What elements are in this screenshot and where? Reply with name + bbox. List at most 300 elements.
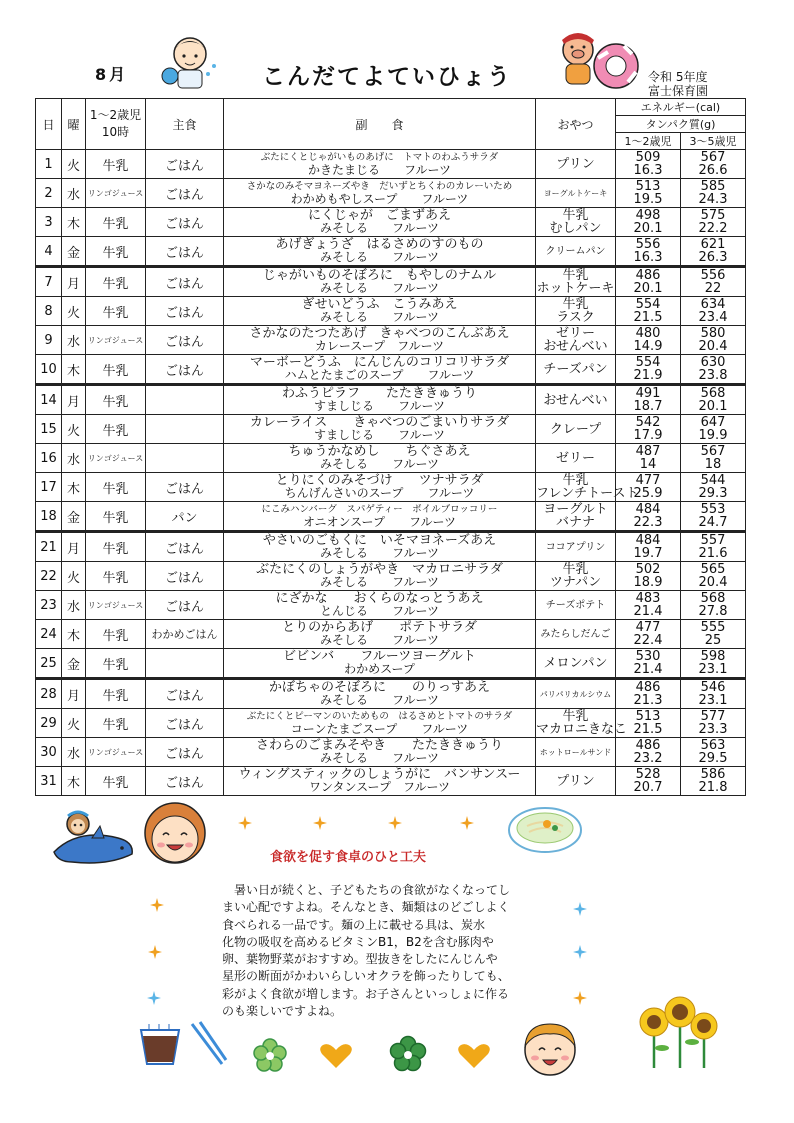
day-cell: 3	[36, 208, 62, 237]
oyatsu-line1: ヨーグルト	[543, 502, 608, 517]
oyatsu-cell	[536, 179, 616, 208]
protein-old: 23.1	[698, 693, 728, 708]
menu-row	[36, 237, 746, 267]
flower-icon	[253, 1038, 287, 1072]
side-dish-line2: みそしる フルーツ	[319, 546, 440, 560]
side-dish-cell	[224, 620, 536, 649]
energy-young: 491	[635, 386, 661, 401]
staple-cell: ごはん	[146, 297, 224, 326]
am-snack-cell: リンゴジュース	[86, 444, 146, 473]
nutrition-young-cell	[616, 415, 681, 444]
oyatsu-line2: おせんべい	[543, 339, 608, 354]
side-dish-line1: とりにくのみそづけ ツナサラダ	[275, 473, 484, 488]
protein-old: 24.3	[698, 192, 728, 207]
day-cell: 23	[36, 591, 62, 620]
nutrition-young-cell	[616, 738, 681, 767]
sparkle-icon	[388, 816, 402, 830]
weekday-cell: 火	[62, 415, 86, 444]
protein-young: 20.1	[633, 281, 663, 296]
energy-old: 586	[700, 767, 726, 782]
oyatsu-line2: ツナパン	[549, 575, 602, 590]
sparkle-icon	[148, 945, 162, 959]
energy-old: 553	[700, 502, 726, 517]
oyatsu-cell	[536, 415, 616, 444]
header-am-snack: 1～2歳児 10時	[86, 99, 146, 150]
side-dish-cell	[224, 150, 536, 179]
energy-old: 557	[700, 533, 726, 548]
weekday-cell: 水	[62, 591, 86, 620]
menu-row	[36, 326, 746, 355]
header-oyatsu: おやつ	[536, 99, 616, 150]
energy-young: 513	[635, 709, 661, 724]
oyatsu-line1: 牛乳	[562, 268, 589, 283]
weekday-cell: 水	[62, 444, 86, 473]
header-age-old: 3～5歳児	[681, 133, 746, 150]
energy-old: 575	[700, 208, 726, 223]
side-dish-cell	[224, 444, 536, 473]
menu-row	[36, 150, 746, 179]
nutrition-old-cell	[681, 326, 746, 355]
nutrition-young-cell	[616, 385, 681, 415]
side-dish-cell	[224, 738, 536, 767]
sparkle-icon	[573, 945, 587, 959]
side-dish-line2: カレースープ フルーツ	[314, 339, 445, 353]
menu-row	[36, 502, 746, 532]
am-snack-cell: 牛乳	[86, 709, 146, 738]
side-dish-line2: みそしる フルーツ	[319, 575, 440, 589]
side-dish-line1: さわらのごまみそやき たたききゅうり	[255, 738, 503, 753]
staple-cell	[146, 649, 224, 679]
protein-old: 26.3	[698, 250, 728, 265]
day-cell: 28	[36, 679, 62, 709]
nutrition-young-cell	[616, 649, 681, 679]
day-cell: 8	[36, 297, 62, 326]
am-snack-cell: 牛乳	[86, 355, 146, 385]
side-dish-line1: じゃがいものそぼろに もやしのナムル	[262, 268, 497, 283]
protein-old: 22.2	[698, 221, 728, 236]
menu-row	[36, 591, 746, 620]
side-dish-cell	[224, 502, 536, 532]
energy-old: 544	[700, 473, 726, 488]
am-snack-cell: 牛乳	[86, 649, 146, 679]
oyatsu-line1: パリパリカルシウム	[539, 689, 612, 699]
protein-old: 27.8	[698, 604, 728, 619]
school-name: 富士保育園	[648, 84, 709, 98]
energy-young: 484	[635, 502, 661, 517]
am-snack-cell: 牛乳	[86, 385, 146, 415]
day-cell: 29	[36, 709, 62, 738]
weekday-cell: 木	[62, 620, 86, 649]
header-staple: 主食	[146, 99, 224, 150]
nutrition-young-cell	[616, 179, 681, 208]
side-dish-line2: オニオンスープ フルーツ	[302, 515, 456, 529]
menu-row	[36, 444, 746, 473]
sparkle-icon	[573, 902, 587, 916]
weekday-cell: 金	[62, 237, 86, 267]
energy-old: 647	[700, 415, 726, 430]
nutrition-young-cell	[616, 562, 681, 591]
weekday-cell: 金	[62, 649, 86, 679]
protein-young: 22.4	[633, 633, 663, 648]
nutrition-old-cell	[681, 532, 746, 562]
nutrition-old-cell	[681, 562, 746, 591]
side-dish-line1: にくじゃが ごまずあえ	[307, 208, 451, 223]
oyatsu-cell	[536, 738, 616, 767]
oyatsu-line1: 牛乳	[562, 297, 589, 312]
header-age-young: 1～2歳児	[616, 133, 681, 150]
nutrition-old-cell	[681, 709, 746, 738]
nutrition-young-cell	[616, 297, 681, 326]
oyatsu-cell	[536, 237, 616, 267]
heart-icon	[456, 1042, 492, 1070]
side-dish-cell	[224, 237, 536, 267]
energy-young: 477	[635, 620, 661, 635]
oyatsu-line2: ホットケーキ	[536, 281, 615, 296]
protein-old: 20.4	[698, 575, 728, 590]
side-dish-line1: ぶたにくとじゃがいものあげに トマトのわふうサラダ	[260, 152, 499, 163]
side-dish-line2: ちんげんさいのスープ フルーツ	[284, 486, 475, 500]
nutrition-young-cell	[616, 267, 681, 297]
side-dish-cell	[224, 385, 536, 415]
energy-young: 483	[635, 591, 661, 606]
protein-young: 21.5	[633, 310, 663, 325]
energy-young: 502	[635, 562, 661, 577]
nutrition-old-cell	[681, 444, 746, 473]
side-dish-line2: ハムとたまごのスープ フルーツ	[284, 368, 475, 382]
side-dish-line2: すましじる フルーツ	[313, 399, 446, 413]
weekday-cell: 火	[62, 150, 86, 179]
side-dish-cell	[224, 767, 536, 796]
am-snack-cell: 牛乳	[86, 620, 146, 649]
am-snack-cell: 牛乳	[86, 237, 146, 267]
sparkle-icon	[238, 816, 252, 830]
am-snack-cell: 牛乳	[86, 532, 146, 562]
sparkle-icon	[460, 816, 474, 830]
side-dish-cell	[224, 326, 536, 355]
header-day: 日	[36, 99, 62, 150]
oyatsu-cell	[536, 150, 616, 179]
side-dish-line1: マーボーどうふ にんじんのコリコリサラダ	[249, 355, 510, 370]
nutrition-old-cell	[681, 179, 746, 208]
side-dish-cell	[224, 473, 536, 502]
side-dish-line2: ワンタンスープ フルーツ	[308, 780, 450, 794]
side-dish-line2: みそしる フルーツ	[319, 751, 440, 765]
oyatsu-line1: 牛乳	[562, 473, 589, 488]
day-cell: 31	[36, 767, 62, 796]
protein-young: 21.4	[633, 604, 663, 619]
side-dish-line1: ぶたにくとピーマンのいためもの はるさめとトマトのサラダ	[246, 711, 513, 722]
oyatsu-line1: ホットロールサンド	[539, 747, 612, 757]
menu-row	[36, 297, 746, 326]
day-cell: 2	[36, 179, 62, 208]
side-dish-line1: ぶたにくのしょうがやき マカロニサラダ	[256, 562, 503, 577]
am-snack-cell: 牛乳	[86, 267, 146, 297]
energy-young: 498	[635, 208, 661, 223]
day-cell: 24	[36, 620, 62, 649]
protein-young: 16.3	[633, 250, 663, 265]
am-snack-cell: 牛乳	[86, 562, 146, 591]
menu-table	[35, 98, 746, 796]
staple-cell: ごはん	[146, 679, 224, 709]
protein-young: 20.7	[633, 780, 663, 795]
protein-old: 29.3	[698, 486, 728, 501]
month-label: 8月	[95, 65, 129, 84]
energy-young: 486	[635, 268, 661, 283]
weekday-cell: 水	[62, 738, 86, 767]
protein-young: 23.2	[633, 751, 663, 766]
smiling-girl-icon	[135, 795, 215, 867]
nutrition-young-cell	[616, 355, 681, 385]
side-dish-line2: コーンたまごスープ フルーツ	[290, 722, 469, 736]
oyatsu-cell	[536, 326, 616, 355]
nutrition-old-cell	[681, 237, 746, 267]
nutrition-young-cell	[616, 326, 681, 355]
nutrition-old-cell	[681, 620, 746, 649]
nutrition-young-cell	[616, 767, 681, 796]
side-dish-line1: かぼちゃのそぼろに のりっすあえ	[268, 680, 490, 695]
energy-young: 480	[635, 326, 661, 341]
oyatsu-cell	[536, 473, 639, 502]
energy-old: 567	[700, 444, 726, 459]
day-cell: 1	[36, 150, 62, 179]
side-dish-line2: わかめスープ	[344, 662, 415, 676]
oyatsu-cell	[536, 620, 616, 649]
weekday-cell: 金	[62, 502, 86, 532]
protein-old: 18	[704, 457, 722, 472]
am-snack-cell: 牛乳	[86, 208, 146, 237]
staple-cell: ごはん	[146, 208, 224, 237]
menu-row	[36, 709, 746, 738]
side-dish-line1: さかなのみそマヨネーズやき だいずとちくわのカレーいため	[246, 181, 513, 192]
energy-young: 509	[635, 150, 661, 165]
side-dish-line2: みそしる フルーツ	[319, 310, 440, 324]
energy-old: 634	[700, 297, 726, 312]
protein-old: 21.6	[698, 546, 728, 561]
side-dish-cell	[224, 562, 536, 591]
side-dish-cell	[224, 709, 536, 738]
protein-old: 23.8	[698, 368, 728, 383]
bowl-of-noodles-icon	[505, 796, 585, 858]
energy-old: 556	[700, 268, 726, 283]
protein-young: 18.9	[633, 575, 663, 590]
staple-cell: ごはん	[146, 709, 224, 738]
side-dish-line1: ビビンバ フルーツヨーグルト	[283, 649, 476, 664]
staple-cell: ごはん	[146, 767, 224, 796]
am-snack-cell: 牛乳	[86, 679, 146, 709]
sparkle-icon	[313, 816, 327, 830]
menu-row	[36, 355, 746, 385]
nutrition-young-cell	[616, 591, 681, 620]
protein-old: 20.4	[698, 339, 728, 354]
protein-old: 23.4	[698, 310, 728, 325]
am-snack-cell: 牛乳	[86, 150, 146, 179]
menu-row	[36, 562, 746, 591]
protein-young: 21.5	[633, 722, 663, 737]
energy-old: 563	[700, 738, 726, 753]
nutrition-young-cell	[616, 532, 681, 562]
weekday-cell: 月	[62, 385, 86, 415]
oyatsu-line1: おせんべい	[543, 392, 608, 408]
oyatsu-cell	[536, 385, 616, 415]
protein-old: 20.1	[698, 399, 728, 414]
nutrition-old-cell	[681, 355, 746, 385]
nutrition-old-cell	[681, 267, 746, 297]
oyatsu-line1: チーズパン	[543, 361, 608, 377]
weekday-cell: 月	[62, 532, 86, 562]
energy-old: 577	[700, 709, 726, 724]
weekday-cell: 木	[62, 355, 86, 385]
staple-cell: ごはん	[146, 267, 224, 297]
day-cell: 4	[36, 237, 62, 267]
side-dish-line2: とんじる フルーツ	[319, 604, 440, 618]
menu-row	[36, 532, 746, 562]
side-dish-line2: みそしる フルーツ	[319, 633, 440, 647]
fiscal-year: 令和 5年度	[648, 70, 708, 84]
nutrition-young-cell	[616, 444, 681, 473]
staple-cell: ごはん	[146, 355, 224, 385]
am-snack-cell: 牛乳	[86, 473, 146, 502]
oyatsu-cell	[536, 767, 616, 796]
nutrition-old-cell	[681, 297, 746, 326]
oyatsu-cell	[536, 591, 616, 620]
oyatsu-cell	[536, 649, 616, 679]
energy-old: 585	[700, 179, 726, 194]
oyatsu-line1: 牛乳	[562, 709, 589, 724]
protein-old: 23.1	[698, 662, 728, 677]
staple-cell: ごはん	[146, 562, 224, 591]
side-dish-line2: みそしる フルーツ	[319, 221, 440, 235]
staple-cell: ごはん	[146, 532, 224, 562]
smiling-boy-icon	[517, 1018, 583, 1078]
energy-young: 542	[635, 415, 661, 430]
side-dish-line1: にざかな おくらのなっとうあえ	[275, 591, 484, 606]
oyatsu-line1: クリームパン	[545, 245, 606, 257]
oyatsu-cell	[536, 709, 628, 738]
side-dish-line1: カレーライス きゃべつのごまいりサラダ	[249, 415, 510, 430]
protein-old: 22	[704, 281, 722, 296]
oyatsu-line1: ヨーグルトケーキ	[543, 188, 608, 198]
side-dish-line2: すましじる フルーツ	[313, 428, 446, 442]
staple-cell	[146, 444, 224, 473]
staple-cell: ごはん	[146, 473, 224, 502]
menu-row	[36, 767, 746, 796]
energy-young: 477	[635, 473, 661, 488]
protein-young: 20.1	[633, 221, 663, 236]
monkey-on-dolphin-icon	[48, 808, 138, 870]
am-snack-cell: 牛乳	[86, 502, 146, 532]
nutrition-young-cell	[616, 208, 681, 237]
side-dish-line2: みそしる フルーツ	[319, 457, 440, 471]
menu-row	[36, 385, 746, 415]
staple-cell: ごはん	[146, 179, 224, 208]
nutrition-young-cell	[616, 150, 681, 179]
protein-young: 22.3	[633, 515, 663, 530]
nutrition-old-cell	[681, 502, 746, 532]
energy-old: 598	[700, 649, 726, 664]
day-cell: 15	[36, 415, 62, 444]
oyatsu-cell	[536, 297, 616, 326]
side-dish-line1: あげぎょうざ はるさめのすのもの	[275, 237, 484, 252]
protein-old: 24.7	[698, 515, 728, 530]
staple-cell: ごはん	[146, 326, 224, 355]
am-snack-cell: リンゴジュース	[86, 326, 146, 355]
nutrition-old-cell	[681, 415, 746, 444]
side-dish-line1: やさいのごもくに いそマヨネーズあえ	[262, 533, 497, 548]
energy-old: 568	[700, 386, 726, 401]
energy-young: 556	[635, 237, 661, 252]
energy-old: 621	[700, 237, 726, 252]
weekday-cell: 木	[62, 473, 86, 502]
day-cell: 18	[36, 502, 62, 532]
am-snack-cell: 牛乳	[86, 297, 146, 326]
tip-title: 食欲を促す食卓のひと工夫	[270, 850, 427, 865]
day-cell: 22	[36, 562, 62, 591]
nutrition-old-cell	[681, 738, 746, 767]
nutrition-old-cell	[681, 591, 746, 620]
oyatsu-line2: バナナ	[555, 515, 595, 530]
menu-row	[36, 649, 746, 679]
side-dish-line1: さかなのたつたあげ きゃべつのこんぶあえ	[249, 326, 510, 341]
am-snack-cell: リンゴジュース	[86, 738, 146, 767]
nutrition-young-cell	[616, 620, 681, 649]
weekday-cell: 水	[62, 326, 86, 355]
staple-cell: ごはん	[146, 738, 224, 767]
nutrition-old-cell	[681, 385, 746, 415]
header-weekday: 曜	[62, 99, 86, 150]
energy-young: 484	[635, 533, 661, 548]
protein-young: 21.3	[633, 693, 663, 708]
staple-cell: ごはん	[146, 237, 224, 267]
side-dish-line2: みそしる フルーツ	[319, 250, 440, 264]
staple-cell: わかめごはん	[146, 620, 224, 649]
oyatsu-line1: 牛乳	[562, 562, 589, 577]
cup-icon	[135, 1022, 185, 1068]
protein-young: 16.3	[633, 163, 663, 178]
protein-old: 25	[704, 633, 722, 648]
weekday-cell: 月	[62, 679, 86, 709]
oyatsu-line1: ゼリー	[555, 326, 595, 341]
day-cell: 7	[36, 267, 62, 297]
side-dish-line2: みそしる フルーツ	[319, 281, 440, 295]
side-dish-cell	[224, 532, 536, 562]
menu-row	[36, 415, 746, 444]
side-dish-cell	[224, 591, 536, 620]
sparkle-icon	[573, 991, 587, 1005]
side-dish-line2: わかめもやしスープ フルーツ	[290, 192, 469, 206]
oyatsu-cell	[536, 562, 616, 591]
pig-with-swim-ring-icon	[552, 28, 644, 92]
weekday-cell: 水	[62, 179, 86, 208]
protein-young: 19.7	[633, 546, 663, 561]
header-energy: エネルギー(cal)	[616, 99, 746, 116]
weekday-cell: 火	[62, 297, 86, 326]
side-dish-line1: わふうピラフ たたききゅうり	[281, 386, 477, 401]
oyatsu-line1: プリン	[556, 156, 595, 172]
energy-young: 487	[635, 444, 661, 459]
oyatsu-line2: ラスク	[556, 310, 595, 325]
weekday-cell: 火	[62, 709, 86, 738]
nutrition-old-cell	[681, 767, 746, 796]
nutrition-young-cell	[616, 679, 681, 709]
staple-cell: ごはん	[146, 591, 224, 620]
nutrition-old-cell	[681, 150, 746, 179]
oyatsu-line1: クレープ	[549, 421, 602, 437]
chopsticks-icon	[186, 1020, 230, 1068]
menu-row	[36, 620, 746, 649]
protein-young: 14	[639, 457, 657, 472]
sparkle-icon	[147, 991, 161, 1005]
side-dish-cell	[224, 208, 536, 237]
